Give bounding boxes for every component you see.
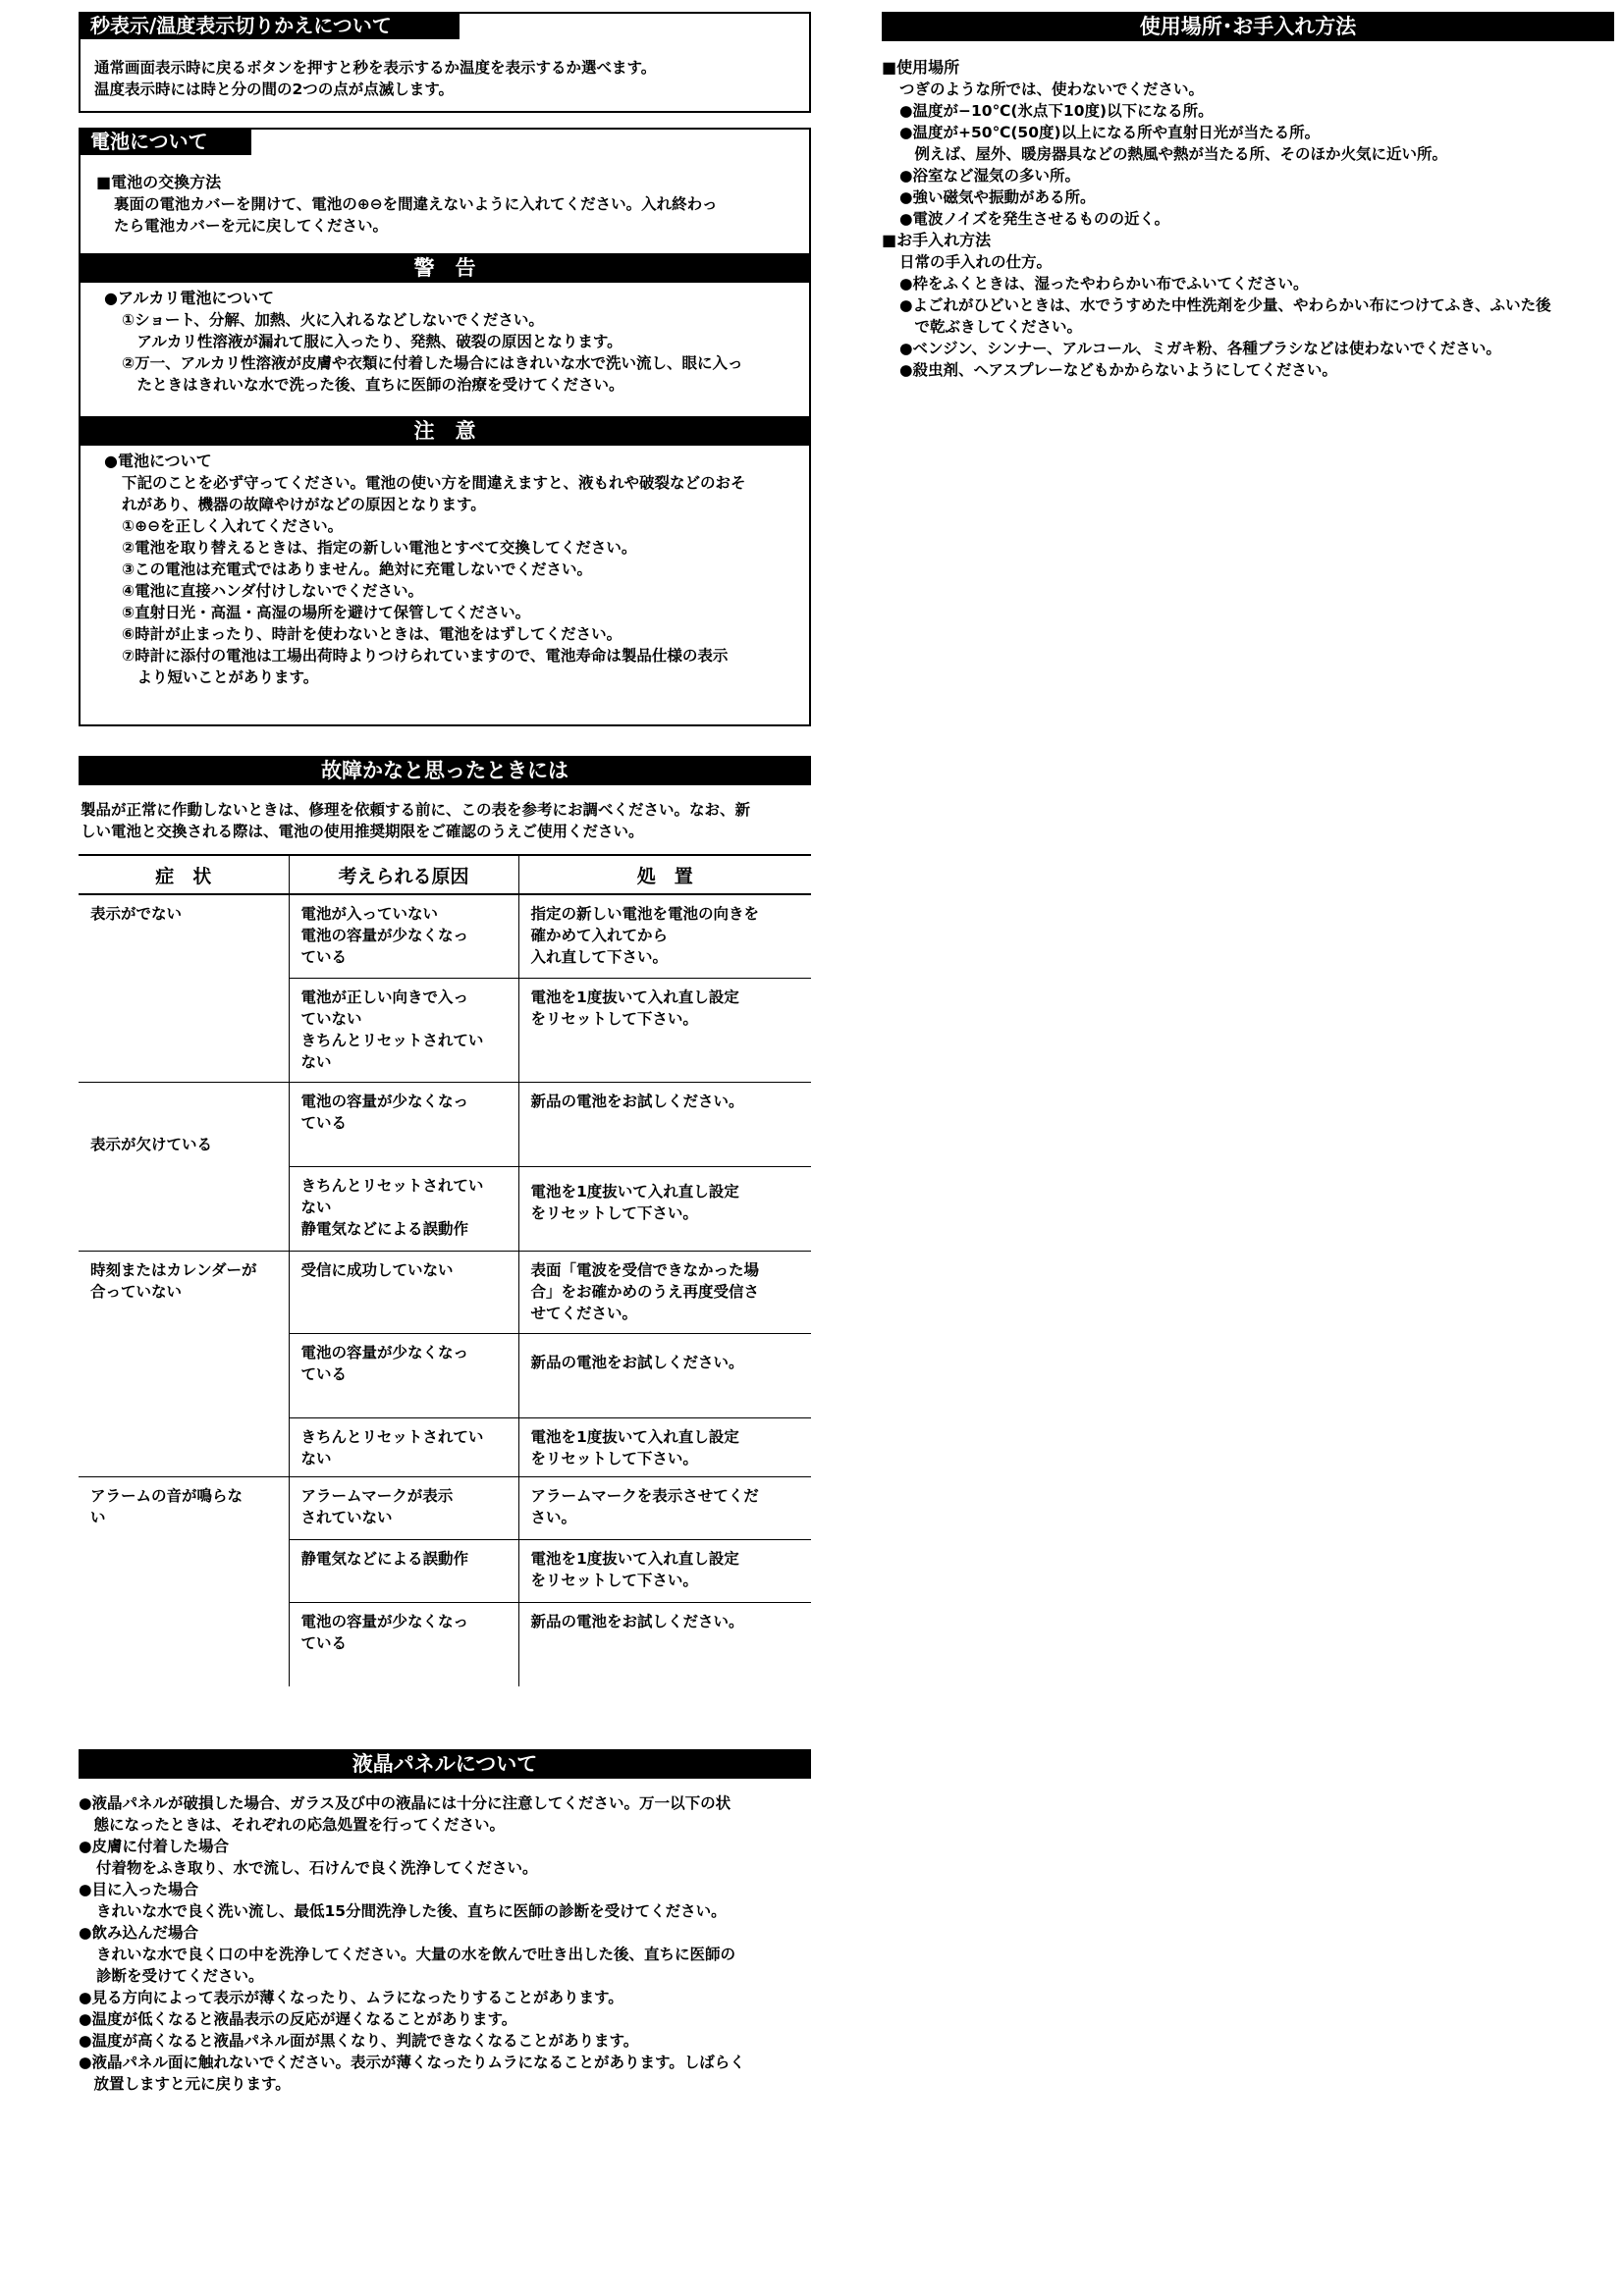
lcd-item: ●飲み込んだ場合 [79,1924,199,1942]
battery-caution-item: ②電池を取り替えるときは、指定の新しい電池とすべて交換してください。 [122,539,637,557]
alkaline-heading: ●アルカリ電池について [104,289,275,307]
alkaline-item: ①ショート、分解、加熱、火に入れるなどしないでください。 アルカリ性溶液が漏れて服に入ったり、発熱、破裂の原因となります。 [122,311,623,350]
cause-cell: 受信に成功していない [289,1251,518,1333]
lcd-item: 付着物をふき取り、水で流し、石けんで良く洗浄してください。 [96,1859,538,1877]
table-row [79,894,811,978]
remedy-cell: 表面「電波を受信できなかった場 合」をお確かめのうえ再度受信さ せてください。 [518,1251,811,1333]
lcd-item: ●見る方向によって表示が薄くなったり、ムラになったりすることがあります。 [79,1989,623,2006]
trouble-table-header-row [79,855,811,894]
lcd-item: ●温度が低くなると液晶表示の反応が遅くなることがあります。 [79,2010,517,2028]
remedy-cell: アラームマークを表示させてくだ さい。 [518,1476,811,1539]
symptom-text: 表示が欠けている [90,1135,213,1153]
lcd-item: ●液晶パネルが破損した場合、ガラス及び中の液晶には十分に注意してください。万一以下の状 態になったときは、それぞれの応急処置を行ってください。 [79,1794,731,1834]
trouble-table [79,854,811,1686]
cause-cell: 電池の容量が少なくなっ ている [289,1602,518,1686]
table-row [79,1251,811,1333]
battery-caution-item: ④電池に直接ハンダ付けしないでください。 [122,582,424,600]
remedy-cell: 新品の電池をお試しください。 [518,1082,811,1166]
remedy-cell: 電池を1度抜いて入れ直し設定 をリセットして下さい。 [518,1539,811,1602]
symptom-cell [79,1082,289,1251]
cause-cell: 電池の容量が少なくなっ ている [289,1082,518,1166]
symptom-cell: アラームの音が鳴らな い [79,1476,289,1686]
alkaline-list [122,309,799,396]
place-item: ●浴室など湿気の多い所。 [899,167,1081,185]
cause-cell: 電池が正しい向きで入っ ていない きちんとリセットされてい ない [289,978,518,1082]
place-intro: つぎのような所では、使わないでください。 [899,80,1205,98]
warning-bar: 警 告 [79,253,811,283]
lcd-item: ●温度が高くなると液晶パネル面が黒くなり、判読できなくなることがあります。 [79,2032,639,2050]
place-item: ●電波ノイズを発生させるものの近く。 [899,210,1170,228]
table-row [79,1476,811,1539]
lcd-item: ●目に入った場合 [79,1881,199,1898]
alkaline-item: ②万一、アルカリ性溶液が皮膚や衣類に付着した場合にはきれいな水で洗い流し、眼に入っ たときはきれいな水で洗った後、直ちに医師の治療を受けてください。 [122,354,743,394]
place-item: ●温度が−10℃(氷点下10度)以下になる所。 [899,102,1214,120]
battery-caution-item: ①⊕⊖を正しく入れてください。 [122,517,344,535]
battery-caution-item: ⑥時計が止まったり、時計を使わないときは、電池をはずしてください。 [122,625,623,643]
trouble-section-title: 故障かなと思ったときには [79,756,811,785]
remedy-cell: 指定の新しい電池を電池の向きを 確かめて入れてから 入れ直して下さい。 [518,894,811,978]
battery-caution-heading: ●電池について [104,452,212,470]
header-symptom: 症 状 [79,855,289,894]
lcd-item: きれいな水で良く口の中を洗浄してください。大量の水を飲んで吐き出した後、直ちに医師の 診断を受けてください。 [96,1946,736,1985]
symptom-cell: 時刻またはカレンダーが 合っていない [79,1251,289,1476]
battery-caution-intro: 下記のことを必ず守ってください。電池の使い方を間違えますと、液もれや破裂などのおそ れがあり、機器の故障やけがなどの原因となります。 [122,474,746,513]
care-item: ●殺虫剤、ヘアスプレーなどもかからないようにしてください。 [899,361,1337,379]
lcd-item: きれいな水で良く洗い流し、最低15分間洗浄した後、直ちに医師の診断を受けてください。 [96,1902,727,1920]
cause-cell: きちんとリセットされてい ない [289,1417,518,1476]
cause-cell: アラームマークが表示 されていない [289,1476,518,1539]
table-row [79,1082,811,1166]
place-item: ●温度が+50℃(50度)以上になる所や直射日光が当たる所。 例えば、屋外、暖房器具などの熱風や熱が当たる所、そのほか火気に近い所。 [899,124,1448,163]
remedy-cell: 電池を1度抜いて入れ直し設定 をリセットして下さい。 [518,1417,811,1476]
care-item: ●よごれがひどいときは、水でうすめた中性洗剤を少量、やわらかい布につけてふき、ふいた後 で乾ぶきしてください。 [899,296,1551,336]
seconds-section-text: 通常画面表示時に戻るボタンを押すと秒を表示するか温度を表示するか選べます。 温度表示時には時と分の間の2つの点が点滅します。 [94,59,657,98]
cause-cell: 電池の容量が少なくなっ ている [289,1333,518,1417]
care-heading: ■お手入れ方法 [882,231,992,249]
battery-caution-item: ③この電池は充電式ではありません。絶対に充電しないでください。 [122,561,593,578]
care-item: ●枠をふくときは、湿ったやわらかい布でふいてください。 [899,275,1309,293]
header-cause: 考えられる原因 [289,855,518,894]
place-heading: ■使用場所 [882,58,960,77]
seconds-section-title: 秒表示/温度表示切りかえについて [79,12,460,39]
remedy-cell: 電池を1度抜いて入れ直し設定 をリセットして下さい。 [518,978,811,1082]
care-intro: 日常の手入れの仕方。 [899,253,1053,271]
place-item: ●強い磁気や振動がある所。 [899,188,1096,206]
remedy-cell: 新品の電池をお試しください。 [518,1333,811,1417]
usage-content [882,57,1614,381]
usage-section-title: 使用場所･お手入れ方法 [882,12,1614,41]
battery-replace-text: 裏面の電池カバーを開けて、電池の⊕⊖を間違えないように入れてください。入れ終わっ たら電池カバーを元に戻してください。 [114,195,718,235]
lcd-list [79,1792,811,2095]
battery-caution-item: ⑦時計に添付の電池は工場出荷時よりつけられていますので、電池寿命は製品仕様の表示 より短いことがあります。 [122,647,729,686]
battery-caution-list [122,515,799,688]
symptom-cell: 表示がでない [90,905,183,923]
battery-caution-item: ⑤直射日光・高温・高湿の場所を避けて保管してください。 [122,604,531,621]
cause-cell: 静電気などによる誤動作 [289,1539,518,1602]
caution-bar: 注 意 [79,416,811,446]
battery-replace-heading: ■電池の交換方法 [96,173,222,191]
battery-section-title: 電池について [79,128,251,155]
header-remedy: 処 置 [518,855,811,894]
remedy-cell: 新品の電池をお試しください。 [518,1602,811,1686]
lcd-section-title: 液晶パネルについて [79,1749,811,1779]
trouble-intro: 製品が正常に作動しないときは、修理を依頼する前に、この表を参考にお調べください。なお、新 しい電池と交換される際は、電池の使用推奨期限をご確認のうえご使用ください。 [81,801,751,840]
remedy-cell: 電池を1度抜いて入れ直し設定 をリセットして下さい。 [518,1166,811,1251]
lcd-item: ●液晶パネル面に触れないでください。表示が薄くなったりムラになることがあります。しばらく 放置しますと元に戻ります。 [79,2054,745,2093]
lcd-item: ●皮膚に付着した場合 [79,1838,230,1855]
cause-cell: きちんとリセットされてい ない 静電気などによる誤動作 [289,1166,518,1251]
cause-cell: 電池が入っていない 電池の容量が少なくなっ ている [289,894,518,978]
care-item: ●ベンジン、シンナー、アルコール、ミガキ粉、各種ブラシなどは使わないでください。 [899,340,1501,357]
